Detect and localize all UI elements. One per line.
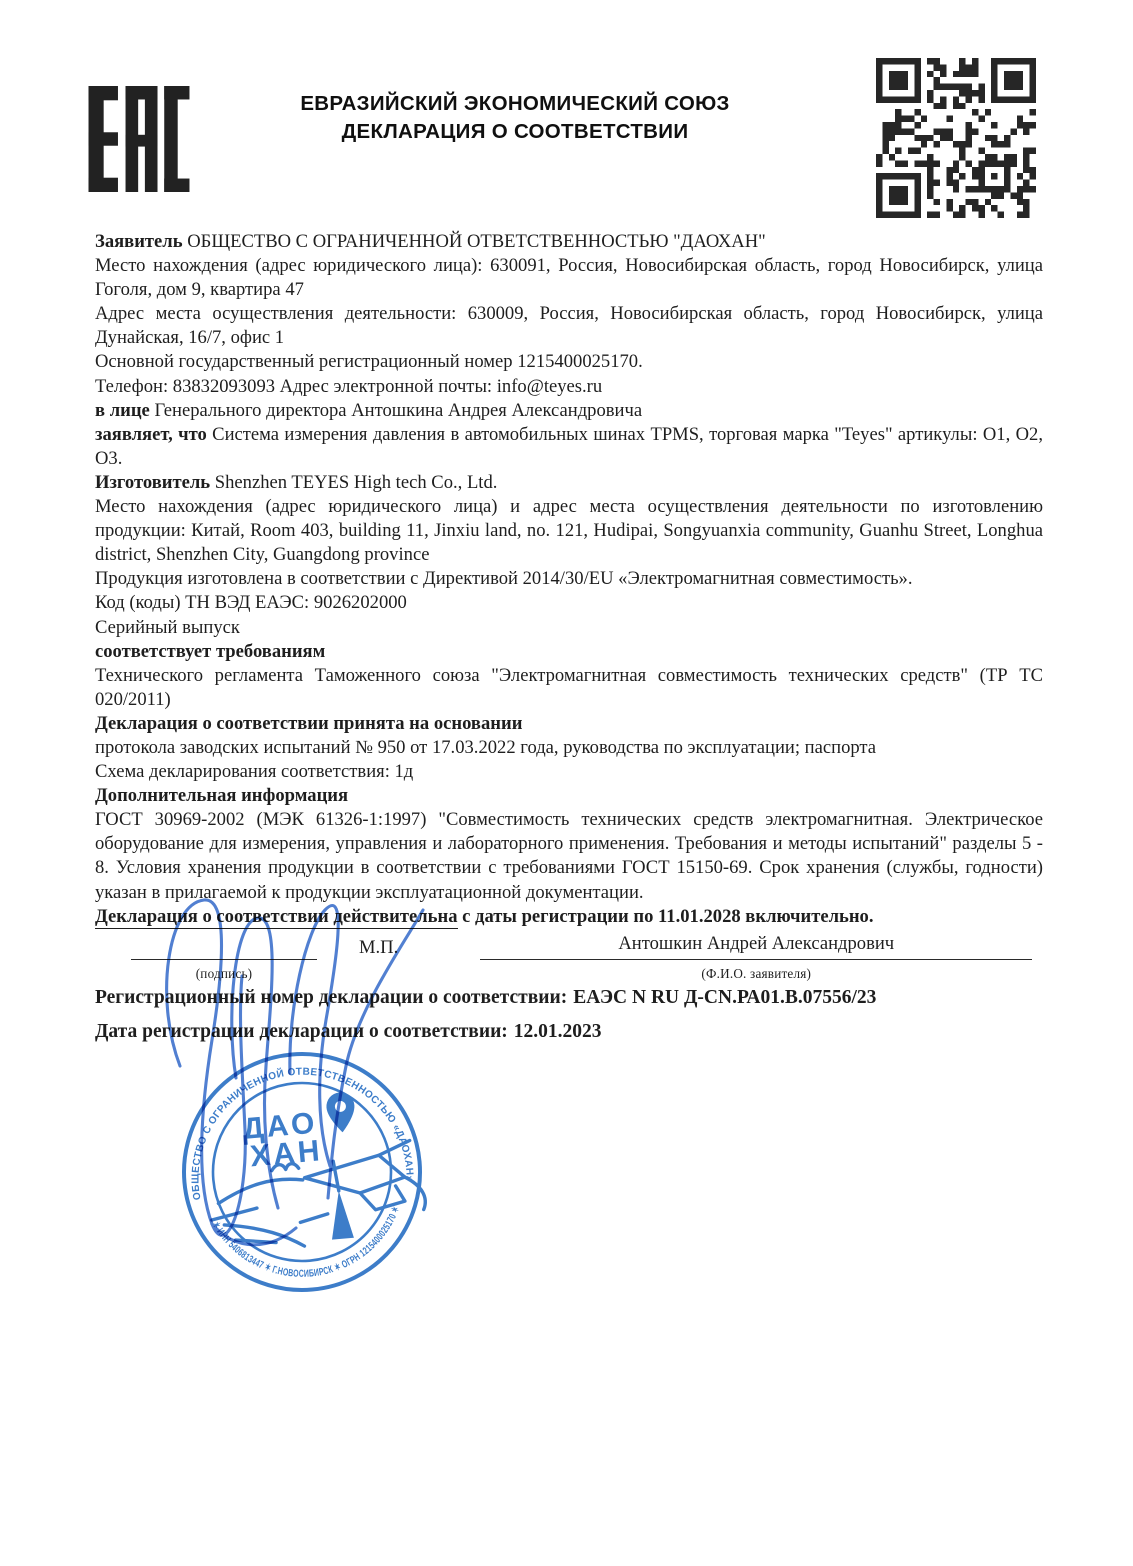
stamp-place-label: М.П.	[359, 936, 399, 958]
location-pin-icon	[325, 1091, 356, 1133]
document-title	[195, 90, 835, 146]
paragraph: Декларация о соответствии принята на основании	[95, 712, 523, 734]
registration-date-label: Дата регистрации декларации о соответствии:	[95, 1021, 508, 1042]
paragraph: Телефон: 83832093093 Адрес электронной почты: info@teyes.ru	[95, 375, 603, 397]
stamp-ring-bottom-text: ✶ ИНН 5406813447 ✶ Г.НОВОСИБИРСК ✶ ОГРН 1215400025170 ✶	[209, 1202, 404, 1280]
signature-block	[95, 932, 1043, 986]
validity-lead: Декларация о соответствии действительна	[95, 905, 458, 927]
paragraph: Серийный выпуск	[95, 616, 240, 638]
stamp-ring-top-text: ОБЩЕСТВО С ОГРАНИЧЕННОЙ ОТВЕТСТВЕННОСТЬЮ «ДАОХАН»	[190, 1066, 415, 1201]
registration-date-line	[95, 1020, 1043, 1044]
declaration-body	[95, 230, 1043, 1044]
stamp-center-line2: ХАН	[248, 1134, 324, 1174]
paragraph: заявляет, что Система измерения давления в автомобильных шинах TPMS, торговая марка "Teyes" артикулы: О1, О2, О3.	[95, 423, 1043, 469]
paragraph: Место нахождения (адрес юридического лица): 630091, Россия, Новосибирская область, город Новосибирск, улица Гоголя, дом 9, квартира 47	[95, 255, 1043, 301]
paragraph: в лице Генерального директора Антошкина Андрея Александровича	[95, 399, 643, 421]
company-stamp-seal	[165, 1035, 438, 1308]
paragraph: Код (коды) ТН ВЭД ЕАЭС: 9026202000	[95, 592, 407, 614]
title-line-2: ДЕКЛАРАЦИЯ О СООТВЕТСТВИИ	[341, 120, 689, 143]
registration-number-label: Регистрационный номер декларации о соответствии:	[95, 986, 568, 1008]
paragraph: Место нахождения (адрес юридического лица) и адрес места осуществления деятельности по изготовлению продукции: Китай, Room 403, building 11, Jinxiu land, no. 121, Hudipai, Songyuanxia community, Guanhu Street, Longhua district, Shenzhen City, Guangdong province	[95, 496, 1043, 566]
signature-caption: (подпись)	[195, 965, 253, 981]
paragraph: Основной государственный регистрационный номер 1215400025170.	[95, 351, 643, 373]
paragraph: соответствует требованиям	[95, 640, 326, 662]
svg-text:✶ ИНН 5406813447 ✶ Г.НОВОСИБИР	[209, 1204, 407, 1288]
stamp-sketch-art	[206, 1140, 428, 1254]
paragraph: Дополнительная информация	[95, 785, 349, 807]
stamp-spire-shape	[328, 1190, 354, 1240]
validity-line	[95, 905, 1043, 929]
paragraph: Адрес места осуществления деятельности: 630009, Россия, Новосибирская область, город Новосибирск, улица Дунайская, 16/7, офис 1	[95, 303, 1043, 349]
svg-text:ОБЩЕСТВО С ОГРАНИЧЕННОЙ ОТВЕТС	[181, 1056, 415, 1201]
paragraph-host	[95, 230, 1043, 905]
paragraph: протокола заводских испытаний № 950 от 17.03.2022 года, руководства по эксплуатации; паспорта	[95, 736, 877, 758]
paragraph: ГОСТ 30969-2002 (МЭК 61326-1:1997) "Совместимость технических средств электромагнитная. Электрическое оборудование для измерения, управления и лабораторного применения. Требования и методы испытаний" разделы 5 - 8. Условия хранения продукции в соответствии с требованиями ГОСТ 15150-69. Срок хранения (службы, годности) указан в прилагаемой к продукции эксплуатационной документации.	[95, 809, 1043, 903]
registration-number-line	[95, 986, 1043, 1010]
paragraph: Продукция изготовлена в соответствии с Директивой 2014/30/EU «Электромагнитная совместимость».	[95, 568, 913, 590]
title-line-1: ЕВРАЗИЙСКИЙ ЭКОНОМИЧЕСКИЙ СОЮЗ	[300, 92, 730, 115]
applicant-name: Антошкин Андрей Александрович	[480, 932, 1032, 960]
registration-date-value: 12.01.2023	[513, 1021, 602, 1042]
qr-code	[876, 58, 1036, 218]
paragraph: Технического регламента Таможенного союза "Электромагнитная совместимость технических средств" (ТР ТС 020/2011)	[95, 664, 1043, 710]
paragraph: Схема декларирования соответствия: 1д	[95, 761, 414, 783]
validity-rest: с даты регистрации по 11.01.2028 включительно.	[457, 905, 874, 927]
applicant-name-field	[480, 932, 1032, 986]
eac-logo	[88, 86, 190, 192]
paragraph: Заявитель ОБЩЕСТВО С ОГРАНИЧЕННОЙ ОТВЕТСТВЕННОСТЬЮ "ДАОХАН"	[95, 231, 766, 252]
stamp-center-line1: ДАО	[241, 1106, 319, 1146]
applicant-name-caption: (Ф.И.О. заявителя)	[701, 965, 812, 981]
registration-number-value: ЕАЭС N RU Д-CN.РА01.В.07556/23	[573, 986, 877, 1008]
signature-line	[131, 935, 317, 960]
signature-field	[131, 935, 317, 986]
paragraph: Изготовитель Shenzhen TEYES High tech Co., Ltd.	[95, 471, 498, 493]
